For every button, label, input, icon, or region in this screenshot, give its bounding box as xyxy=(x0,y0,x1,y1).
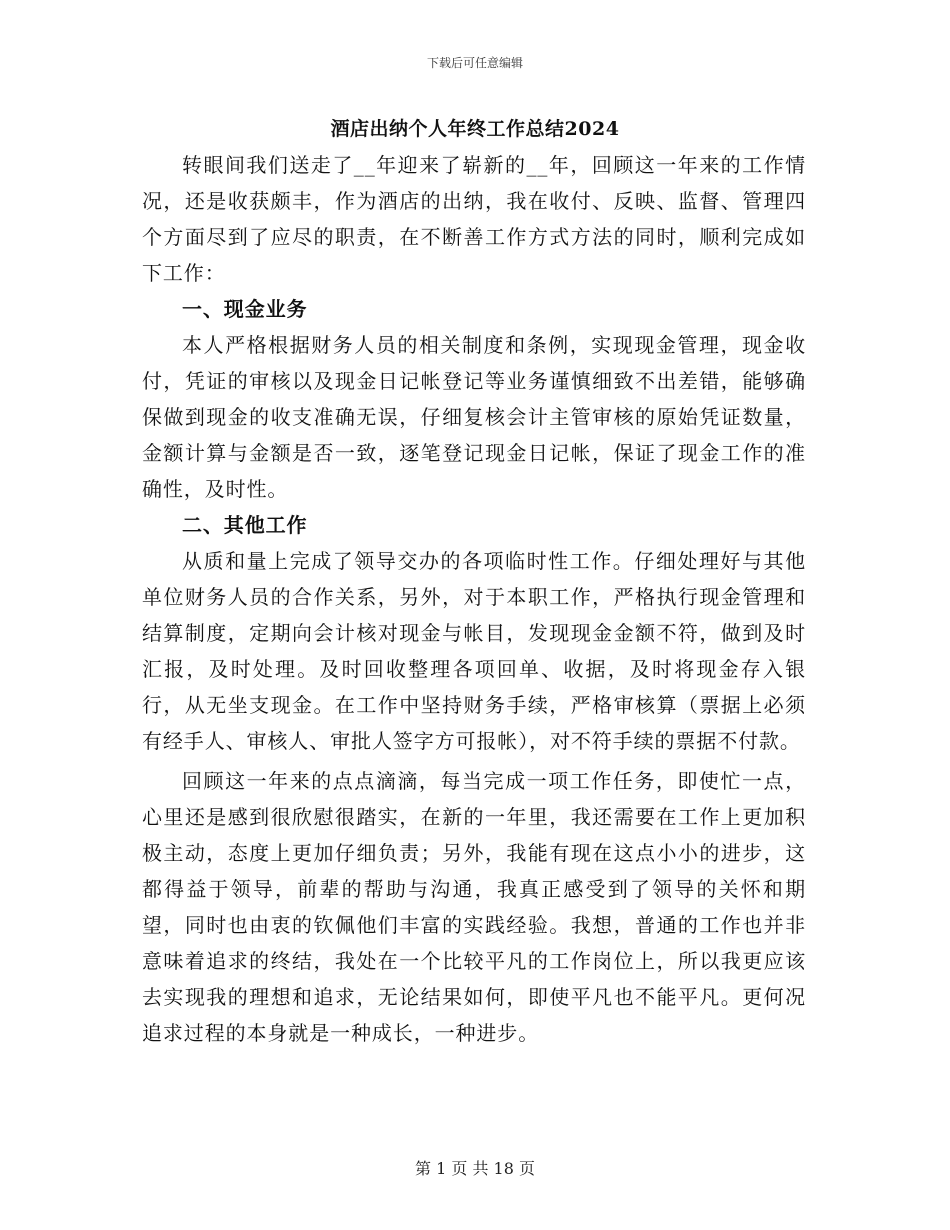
section-heading-cash: 一、现金业务 xyxy=(182,297,308,321)
document-body xyxy=(142,147,806,1051)
paragraph-review: 回顾这一年来的点点滴滴，每当完成一项工作任务，即使忙一点，心里还是感到很欣慰很踏实，在新的一年里，我还需要在工作上更加积极主动，态度上更加仔细负责；另外，我能有现在这点小小的进步，这都得益于领导，前辈的帮助与沟通，我真正感受到了领导的关怀和期望，同时也由衷的钦佩他们丰富的实践经验。我想，普通的工作也并非意味着追求的终结，我处在一个比较平凡的工作岗位上，所以我更应该去实现我的理想和追求，无论结果如何，即使平凡也不能平凡。更何况追求过程的本身就是一种成长，一种进步。 xyxy=(142,769,806,1045)
section-heading-other: 二、其他工作 xyxy=(182,513,308,537)
document-title: 酒店出纳个人年终工作总结2024 xyxy=(330,118,620,140)
page-number: 第 1 页 共 18 页 xyxy=(415,1159,535,1178)
paragraph-other-work: 从质和量上完成了领导交办的各项临时性工作。仔细处理好与其他单位财务人员的合作关系，另外，对于本职工作，严格执行现金管理和结算制度，定期向会计核对现金与帐目，发现现金金额不符，做到及时汇报，及时处理。及时回收整理各项回单、收据，及时将现金存入银行，从无坐支现金。在工作中坚持财务手续，严格审核算（票据上必须有经手人、审核人、审批人签字方可报帐），对不符手续的票据不付款。 xyxy=(142,549,806,753)
paragraph-intro: 转眼间我们送走了__年迎来了崭新的__年，回顾这一年来的工作情况，还是收获颇丰，作为酒店的出纳，我在收付、反映、监督、管理四个方面尽到了应尽的职责，在不断善工作方式方法的同时，顺利完成如下工作： xyxy=(142,153,806,285)
header-note: 下载后可任意编辑 xyxy=(426,56,523,70)
paragraph-cash-business: 本人严格根据财务人员的相关制度和条例，实现现金管理，现金收付，凭证的审核以及现金日记帐登记等业务谨慎细致不出差错，能够确保做到现金的收支准确无误，仔细复核会计主管审核的原始凭证数量，金额计算与金额是否一致，逐笔登记现金日记帐，保证了现金工作的准确性，及时性。 xyxy=(142,333,806,501)
